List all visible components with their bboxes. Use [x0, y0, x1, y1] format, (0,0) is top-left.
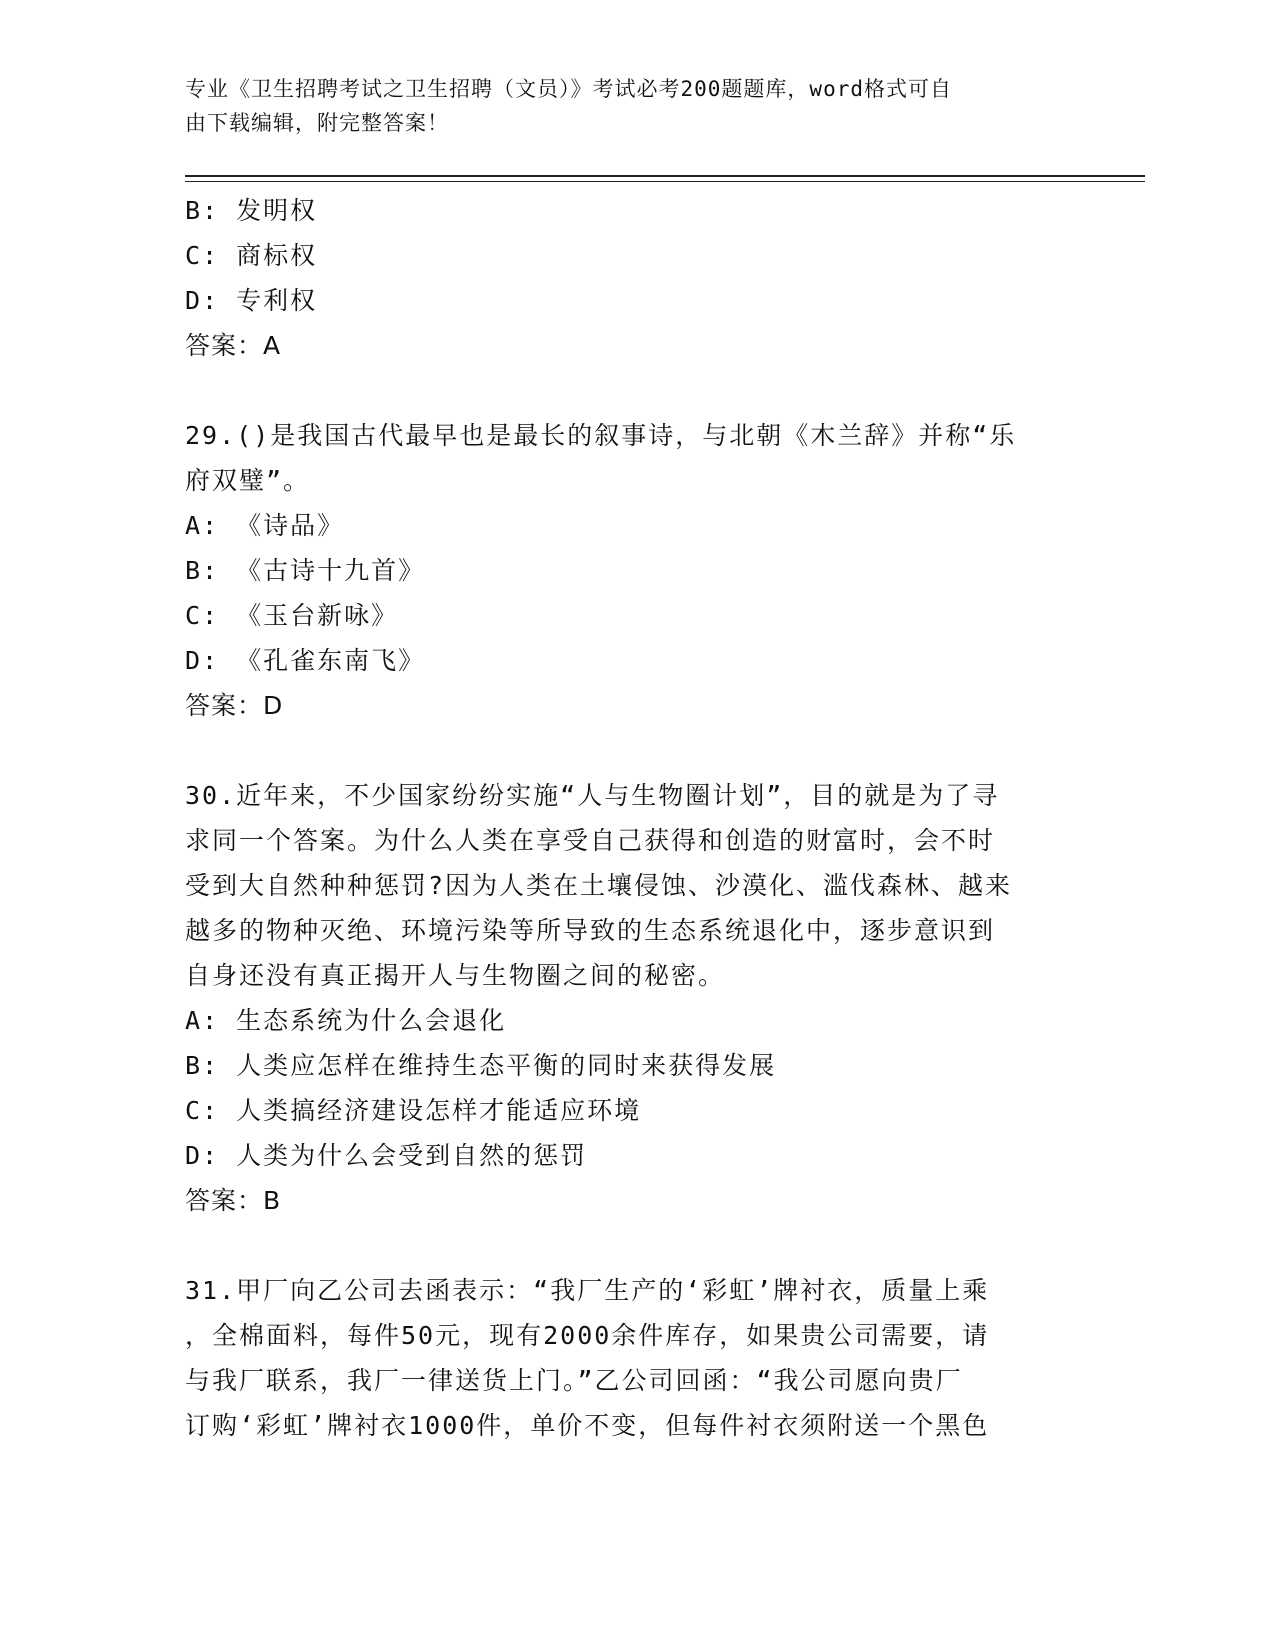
header-rule-thin [185, 181, 1145, 182]
q31-stem-line-3: 与我厂联系，我厂一律送货上门。”乙公司回函：“我公司愿向贵厂 [185, 1366, 963, 1395]
q28-option-d: D: 专利权 [185, 286, 318, 315]
header-line-2: 由下载编辑，附完整答案！ [185, 111, 449, 135]
header-line-1: 专业《卫生招聘考试之卫生招聘（文员）》考试必考200题题库，word格式可自 [185, 77, 952, 101]
q29-stem-line-2: 府双璧”。 [185, 466, 311, 495]
q29-answer: 答案：D [185, 691, 284, 720]
question-29 [185, 413, 1065, 728]
q30-answer: 答案：B [185, 1186, 282, 1215]
q30-option-c: C: 人类搞经济建设怎样才能适应环境 [185, 1096, 642, 1125]
q31-stem-line-1: 31.甲厂向乙公司去函表示：“我厂生产的‘彩虹’牌衬衣，质量上乘 [185, 1276, 990, 1305]
q29-option-d: D: 《孔雀东南飞》 [185, 646, 426, 675]
q28-option-c: C: 商标权 [185, 241, 318, 270]
header-rule-thick [185, 175, 1145, 177]
q30-stem-line-4: 越多的物种灭绝、环境污染等所导致的生态系统退化中，逐步意识到 [185, 916, 996, 945]
document-body [185, 188, 1065, 1448]
q30-stem-line-3: 受到大自然种种惩罚?因为人类在土壤侵蚀、沙漠化、滥伐森林、越来 [185, 871, 1013, 900]
q30-option-b: B: 人类应怎样在维持生态平衡的同时来获得发展 [185, 1051, 777, 1080]
q30-stem-line-2: 求同一个答案。为什么人类在享受自己获得和创造的财富时，会不时 [185, 826, 996, 855]
q30-option-d: D: 人类为什么会受到自然的惩罚 [185, 1141, 588, 1170]
page-header [185, 72, 1065, 140]
q30-stem-line-5: 自身还没有真正揭开人与生物圈之间的秘密。 [185, 961, 726, 990]
q28-option-b: B: 发明权 [185, 196, 318, 225]
question-31 [185, 1268, 1065, 1448]
q31-stem-line-2: ，全棉面料，每件50元，现有2000余件库存，如果贵公司需要，请 [185, 1321, 990, 1350]
q29-option-b: B: 《古诗十九首》 [185, 556, 426, 585]
q30-option-a: A: 生态系统为什么会退化 [185, 1006, 507, 1035]
question-28 [185, 188, 1065, 368]
q28-answer: 答案：A [185, 331, 282, 360]
question-30 [185, 773, 1065, 1223]
q29-stem-line-1: 29.()是我国古代最早也是最长的叙事诗，与北朝《木兰辞》并称“乐 [185, 421, 1017, 450]
q29-option-c: C: 《玉台新咏》 [185, 601, 399, 630]
q30-stem-line-1: 30.近年来，不少国家纷纷实施“人与生物圈计划”，目的就是为了寻 [185, 781, 1000, 810]
q29-option-a: A: 《诗品》 [185, 511, 345, 540]
q31-stem-line-4: 订购‘彩虹’牌衬衣1000件，单价不变，但每件衬衣须附送一个黑色 [185, 1411, 990, 1440]
